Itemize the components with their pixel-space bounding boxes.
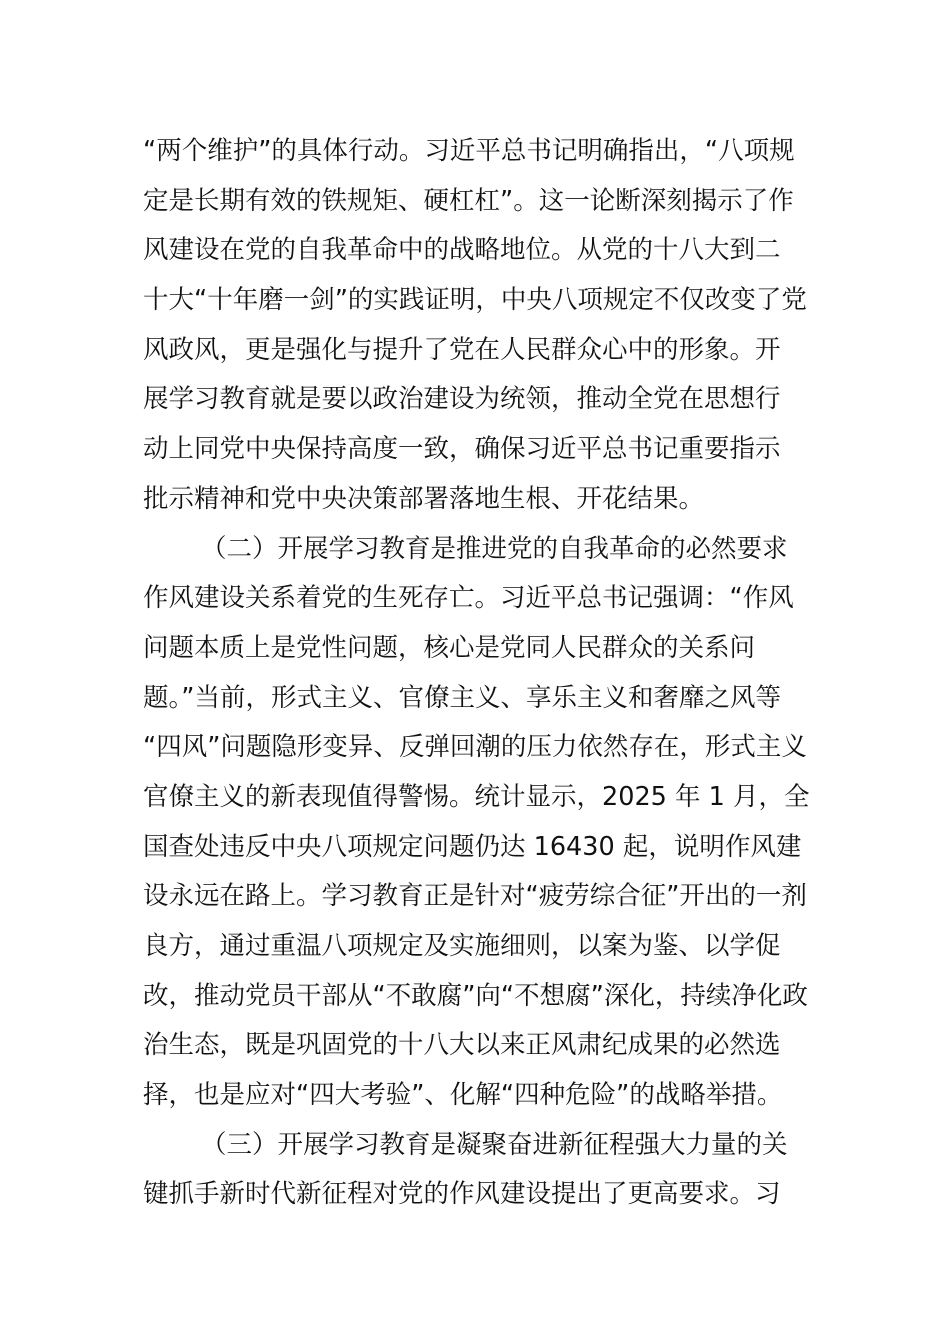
text-line: 问题本质上是党性问题，核心是党同人民群众的关系问 <box>143 632 756 663</box>
section-heading-3: （三）开展学习教育是凝聚奋进新征程强大力量的关 <box>201 1129 788 1160</box>
text-line: 十大“十年磨一剑”的实践证明，中央八项规定不仅改变了党 <box>143 285 807 316</box>
text-line: 治生态，既是巩固党的十八大以来正风肃纪成果的必然选 <box>143 1030 781 1061</box>
text-line: 风建设在党的自我革命中的战略地位。从党的十八大到二 <box>143 235 781 266</box>
text-line: 定是长期有效的铁规矩、硬杠杠”。这一论断深刻揭示了作 <box>143 185 794 216</box>
text-line: 风政风，更是强化与提升了党在人民群众心中的形象。开 <box>143 334 781 365</box>
section-heading-2: （二）开展学习教育是推进党的自我革命的必然要求 <box>201 533 788 564</box>
text-line: 键抓手新时代新征程对党的作风建设提出了更高要求。习 <box>143 1179 781 1210</box>
text-line: “两个维护”的具体行动。习近平总书记明确指出，“八项规 <box>143 136 795 166</box>
text-line: “四风”问题隐形变异、反弹回潮的压力依然存在，形式主义 <box>143 732 807 763</box>
text-line: 设永远在路上。学习教育正是针对“疲劳综合征”开出的一剂 <box>143 881 807 912</box>
text-line: 官僚主义的新表现值得警惕。统计显示，2025 年 1 月，全 <box>143 781 809 812</box>
text-line: 改，推动党员干部从“不敢腐”向“不想腐”深化，持续净化政 <box>143 980 808 1011</box>
text-line: 良方，通过重温八项规定及实施细则，以案为鉴、以学促 <box>143 931 781 961</box>
text-line: 择，也是应对“四大考验”、化解“四种危险”的战略举措。 <box>143 1080 783 1111</box>
text-line: 批示精神和党中央决策部署落地生根、开花结果。 <box>143 483 705 514</box>
body-text <box>143 127 809 1220</box>
text-line: 题。”当前，形式主义、官僚主义、享乐主义和奢靡之风等 <box>143 682 781 713</box>
text-line: 展学习教育就是要以政治建设为统领，推动全党在思想行 <box>143 384 781 415</box>
text-line: 作风建设关系着党的生死存亡。习近平总书记强调：“作风 <box>143 583 794 614</box>
text-line: 动上同党中央保持高度一致，确保习近平总书记重要指示 <box>143 434 781 465</box>
text-line: 国查处违反中央八项规定问题仍达 16430 起，说明作风建 <box>143 831 802 862</box>
